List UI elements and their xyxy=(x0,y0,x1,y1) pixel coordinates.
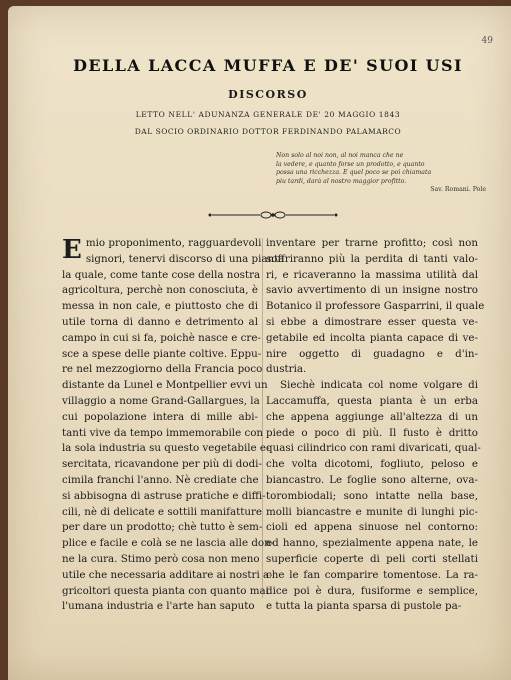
text-line: cili, nè di delicate e sottili manifatture xyxy=(62,505,263,518)
text-line: la quale, come tante cose della nostra xyxy=(62,268,261,281)
text-line: getabile ed incolta pianta capace di ve- xyxy=(266,331,478,344)
ornament-divider-icon xyxy=(208,209,338,221)
text-line: superficie coperte di peli corti stellati xyxy=(266,552,478,565)
text-line: utile torna di danno e detrimento al xyxy=(62,315,258,328)
text-line: signori, tenervi discorso di una pianta xyxy=(85,252,285,265)
text-line: plice e facile e colà se ne lascia alle don- xyxy=(62,537,275,550)
text-line: ri, e ricaveranno la massima utilità dal xyxy=(266,268,478,281)
epigraph-attribution: Sav. Romani. Pole xyxy=(430,186,486,193)
text-line: distante da Lunel e Montpellier evvi un xyxy=(62,379,268,392)
text-line: Laccamuffa, questa pianta è un erba xyxy=(266,394,478,407)
left-column xyxy=(62,235,285,615)
page-number: 49 xyxy=(481,36,493,46)
text-line: che volta dicotomi, fogliuto, peloso e xyxy=(266,458,478,471)
text-line: si ebbe a dimostrare esser questa ve- xyxy=(266,315,478,328)
text-line: inventare per trarne profitto; così non xyxy=(266,237,478,249)
text-line: dice poi è dura, fusiforme e semplice, xyxy=(266,584,478,597)
text-line: Siechè indicata col nome volgare di xyxy=(280,379,478,392)
book-page xyxy=(8,6,511,680)
text-line: sercitata, ricavandone per più di dodi- xyxy=(62,458,262,471)
text-line: sce a spese delle piante coltive. Eppu- xyxy=(62,347,262,360)
text-line: ed hanno, spezialmente appena nate, le xyxy=(266,537,478,550)
column-divider xyxy=(262,238,263,598)
epigraph-line: Non solo al noi non, al noi manca che ne xyxy=(276,152,404,159)
text-line: cui popolazione intera di mille abi- xyxy=(62,410,258,423)
document-subtitle: DISCORSO xyxy=(228,88,308,101)
text-line: quasi cilindrico con rami divaricati, qual- xyxy=(266,442,481,455)
epigraph-line: piu tardi, darà al nostro maggior profitto. xyxy=(276,177,407,185)
text-line: che le fan comparire tomentose. La ra- xyxy=(266,568,478,581)
text-line: per dare un prodotto; chè tutto è sem- xyxy=(62,521,263,534)
text-line: messa in non cale, e piuttosto che di xyxy=(62,300,258,313)
text-line: dustria. xyxy=(266,363,307,376)
author-line: DAL SOCIO ORDINARIO DOTTOR FERDINANDO PALAMARCO xyxy=(134,127,402,136)
text-line: mio proponimento, ragguardevoli xyxy=(85,237,262,249)
reading-note: LETTO NELL' ADUNANZA GENERALE DE' 20 MAGGIO 1843 xyxy=(135,110,401,119)
epigraph-line: possa una ricchezza. E quel poco se poi chiamata xyxy=(276,169,432,176)
text-line: soffriranno più la perdita di tanti valo- xyxy=(266,252,478,265)
text-line: cimila franchi l'anno. Nè crediate che xyxy=(62,473,259,486)
text-line: biancastro. Le foglie sono alterne, ova- xyxy=(266,473,478,486)
document-title: DELLA LACCA MUFFA E DE' SUOI USI xyxy=(73,56,463,75)
epigraph xyxy=(276,152,486,195)
text-line: molli biancastre e munite di lunghi pic- xyxy=(266,505,478,518)
text-line: villaggio a nome Grand-Gallargues, la xyxy=(62,394,260,407)
right-column xyxy=(266,236,485,615)
text-line: gricoltori questa pianta con quanto mai xyxy=(62,584,269,597)
text-line: Botanico il professore Gasparrini, il quale xyxy=(266,300,485,313)
text-line: nire oggetto di guadagno e d'in- xyxy=(266,347,478,360)
text-line: re nel mezzogiorno della Francia poco xyxy=(62,363,263,376)
text-line: agricoltura, perchè non conosciuta, è xyxy=(62,284,258,297)
text-line: torombiodali; sono intatte nella base, xyxy=(266,489,478,502)
text-line: tanti vive da tempo immemorabile con xyxy=(62,426,264,439)
text-line: la sola industria su questo vegetabile e- xyxy=(62,442,270,455)
text-line: cioli ed appena sinuose nel contorno: xyxy=(266,521,478,534)
text-line: che appena aggiunge all'altezza di un xyxy=(266,410,478,423)
text-line: piede o poco di più. Il fusto è dritto xyxy=(266,426,478,439)
text-line: e tutta la pianta sparsa di pustole pa- xyxy=(266,600,462,613)
text-line: utile che necessaria additare ai nostri a- xyxy=(62,568,273,581)
text-line: ne la cura. Stimo però cosa non meno xyxy=(62,552,260,565)
text-line: si abbisogna di astruse pratiche e diffi- xyxy=(62,489,266,502)
epigraph-line: la vedere, e quanto forse un prodotto, e quanto xyxy=(276,160,425,168)
text-line: l'umana industria e l'arte han saputo xyxy=(62,600,255,613)
text-line: campo in cui si fa, poichè nasce e cre- xyxy=(62,331,261,344)
drop-cap: E xyxy=(62,235,82,265)
text-line: savio avvertimento di un insigne nostro xyxy=(266,284,478,297)
